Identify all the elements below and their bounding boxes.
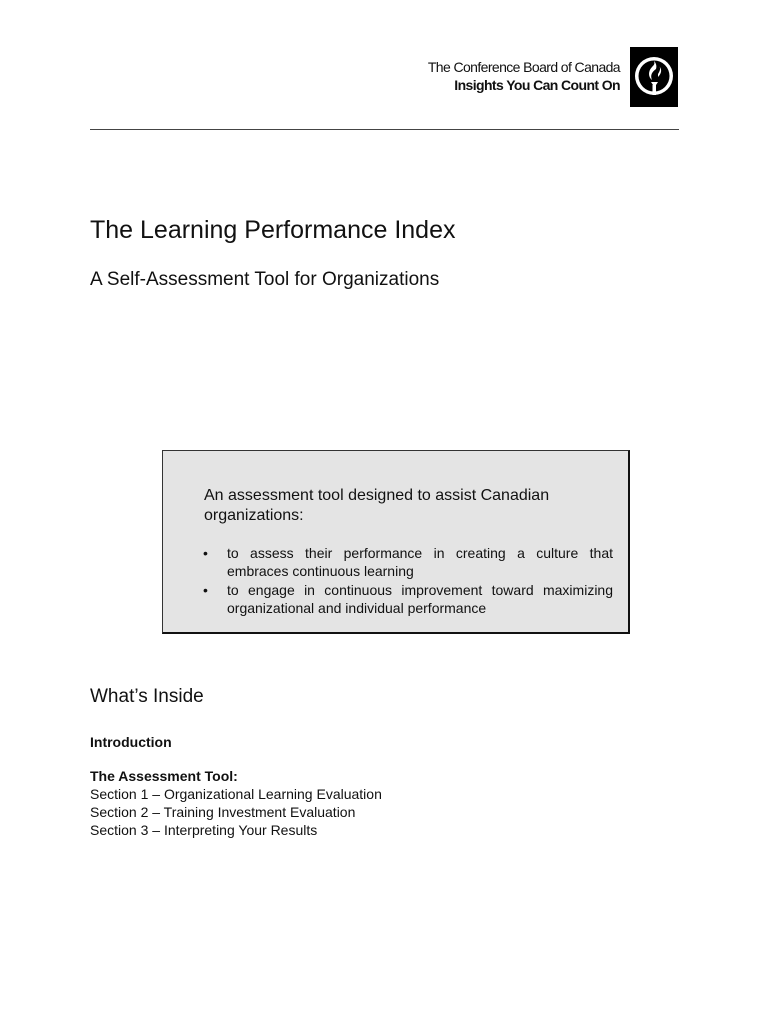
toc-section-1: Section 1 – Organizational Learning Evaluation <box>90 786 382 802</box>
bullet-icon: • <box>203 582 208 598</box>
summary-box <box>162 450 630 634</box>
org-tagline: Insights You Can Count On <box>454 77 620 93</box>
toc-introduction: Introduction <box>90 734 172 750</box>
page-title: The Learning Performance Index <box>90 216 456 244</box>
summary-intro: An assessment tool designed to assist Canadian organizations: <box>204 487 550 524</box>
whats-inside-heading: What’s Inside <box>90 686 204 707</box>
torch-logo-icon <box>630 47 678 107</box>
bullet-text: to assess their performance in creating a culture that embraces continuous learning <box>227 545 613 579</box>
brand-text <box>428 58 620 94</box>
bullet-icon: • <box>203 545 208 561</box>
org-name: The Conference Board of Canada <box>427 59 620 75</box>
header-divider <box>90 129 679 130</box>
list-item <box>201 544 613 580</box>
summary-bullet-list <box>201 544 613 618</box>
bullet-text: to engage in continuous improvement toward maximizing organizational and individual performance <box>227 582 613 616</box>
toc-section-3: Section 3 – Interpreting Your Results <box>90 822 318 838</box>
list-item <box>201 581 613 617</box>
toc-tool-heading: The Assessment Tool: <box>90 768 238 784</box>
page-subtitle: A Self-Assessment Tool for Organizations <box>90 269 440 290</box>
toc-block <box>90 767 382 839</box>
page-header <box>0 0 768 130</box>
toc-section-2: Section 2 – Training Investment Evaluation <box>90 804 356 820</box>
